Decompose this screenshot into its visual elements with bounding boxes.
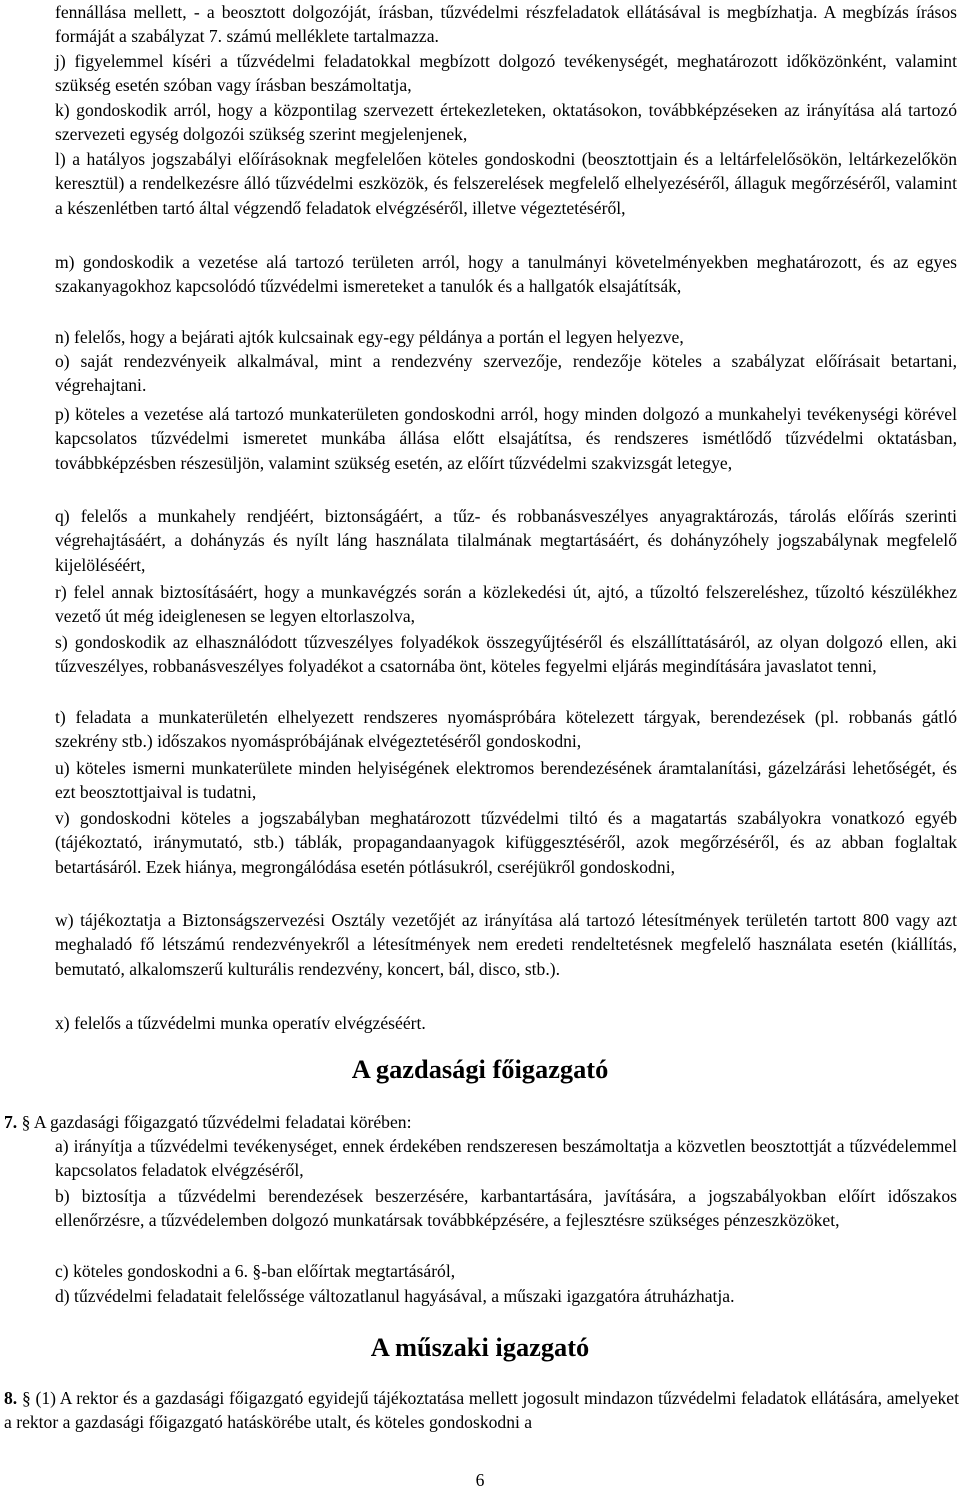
list-item-p: p) köteles a vezetése alá tartozó munkaterületen gondoskodni arról, hogy minden dolgozó a munkahelyi tevékenységi körével kapcsolatos tűzvédelmi ismeretet munkába állása előtt elsajátítsa, és rendszeres ismétlődő tűzvédelmi oktatásban, továbbképzésben részesüljön, valamint szükség esetén, az előírt tűzvédelmi szakvizsgát letegye,: [55, 404, 957, 473]
paragraph-intro: fennállása mellett, - a beosztott dolgozóját, írásban, tűzvédelmi részfeladatok ellátásával is megbízhatja. A megbízás írásos formáját a szabályzat 7. számú melléklete tartalmazza.: [55, 2, 957, 47]
section-symbol: §: [21, 1112, 31, 1132]
section-8-text: [4, 1386, 959, 1435]
section-7-intro-text: A gazdasági főigazgató tűzvédelmi feladatai körében:: [33, 1112, 412, 1132]
list-item-k: k) gondoskodik arról, hogy a központilag szervezett értekezleteken, oktatásokon, továbbképzéseken az irányítása alá tartozó szervezeti egység dolgozói szükség szerint megjelenjenek,: [55, 100, 957, 145]
list-item-s: s) gondoskodik az elhasználódott tűzveszélyes folyadékok összegyűjtéséről és elszállíttatásáról, az olyan dolgozó ellen, aki tűzveszélyes, robbanásveszélyes folyadékot a csatornába önt, köteles fegyelmi eljárás megindítására javaslatot tenni,: [55, 632, 957, 677]
list-item-u: u) köteles ismerni munkaterülete minden helyiségének elektromos berendezésének áramtalanítási, gázelzárási lehetőségét, és ezt beosztottjaival is tudatni,: [55, 758, 957, 803]
section-number: 8.: [4, 1388, 18, 1408]
section-7-item-a: a) irányítja a tűzvédelmi tevékenységet, ennek érdekében rendszeresen beszámoltatja a közvetlen beosztottját a tűzvédelemmel kapcsolatos feladatok elvégzéséről,: [55, 1136, 957, 1181]
section-8-body: (1) A rektor és a gazdasági főigazgató egyidejű tájékoztatása mellett jogosult mindazon tűzvédelmi feladatok ellátására, amelyeket a rektor a gazdasági főigazgató hatáskörébe utalt, és köteles gondoskodni a: [4, 1388, 959, 1433]
list-item-r: r) felel annak biztosításáért, hogy a munkavégzés során a közlekedési út, ajtó, a tűzoltó felszereléshez, tűzoltó készülékhez vezető út még ideiglenesen se legyen eltorlaszolva,: [55, 582, 957, 627]
list-item-t: t) feladata a munkaterületén elhelyezett rendszeres nyomáspróbára kötelezett tárgyak, berendezések (pl. robbanás gátló szekrény stb.) időszakos nyomáspróbájának elvégeztetéséről gondoskodni,: [55, 707, 957, 752]
list-item-x: x) felelős a tűzvédelmi munka operatív elvégzéséért.: [55, 1013, 426, 1033]
list-item-w: w) tájékoztatja a Biztonságszervezési Osztály vezetőjét az irányítása alá tartozó létesítmények területén tartott 800 vagy azt meghaladó fő létszámú rendezvényekről a létesítmények nem eredeti rendeltetésnek megfelelő használata esetén (kiállítás, bemutató, alkalomszerű kulturális rendezvény, koncert, bál, disco, stb.).: [55, 910, 957, 979]
section-number: 7.: [4, 1112, 18, 1132]
section-heading-gazdasagi-foigazgato: A gazdasági főigazgató: [351, 1054, 609, 1084]
list-item-n: n) felelős, hogy a bejárati ajtók kulcsainak egy-egy példánya a portán el legyen helyezve,: [55, 327, 684, 347]
section-heading-muszaki-igazgato: A műszaki igazgató: [370, 1332, 590, 1362]
section-7-item-d: d) tűzvédelmi feladatait felelőssége változatlanul hagyásával, a műszaki igazgatóra átruházhatja.: [55, 1286, 735, 1306]
list-item-v: v) gondoskodni köteles a jogszabályban meghatározott tűzvédelmi tiltó és a magatartás szabályokra vonatkozó egyéb (tájékoztató, iránymutató, stb.) táblák, propagandaanyagok kifüggesztéséről, azok megőrzéséről, és az abban foglaltak betartásáról. Ezek hiánya, megrongálódása esetén pótlásukról, cseréjükről gondoskodni,: [55, 808, 957, 877]
section-7-item-c: c) köteles gondoskodni a 6. §-ban előírtak megtartásáról,: [55, 1261, 456, 1281]
list-item-q: q) felelős a munkahely rendjéért, biztonságáért, a tűz- és robbanásveszélyes anyagraktározás, tárolás előírás szerinti végrehajtásáért, a dohányzás és nyílt láng használata tilalmának megtartásáért, és dohányzóhely jogszabálynak megfelelő kijelöléséért,: [55, 506, 957, 575]
list-item-m: m) gondoskodik a vezetése alá tartozó területen arról, hogy a tanulmányi követelményekben meghatározott, és az egyes szakanyagokhoz kapcsolódó tűzvédelmi ismereteket a tanulók és a hallgatók elsajátítsák,: [55, 252, 957, 297]
section-symbol: §: [21, 1388, 31, 1408]
list-item-l: l) a hatályos jogszabályi előírásoknak megfelelően köteles gondoskodni (beosztottjain és a leltárfelelősökön, leltárkezelőkön keresztül) a rendelkezésre álló tűzvédelmi eszközök, és felszerelések megfelelő elhelyezéséről, állaguk megőrzéséről, valamint a készenlétben tartó által végzendő feladatok elvégzéséről, illetve végeztetéséről,: [55, 149, 957, 218]
list-item-o: o) saját rendezvényeik alkalmával, mint a rendezvény szervezője, rendezője köteles a szabályzat előírásait betartani, végrehajtani.: [55, 351, 957, 396]
section-7-item-b: b) biztosítja a tűzvédelmi berendezések beszerzésére, karbantartására, javítására, a jogszabályokban előírt időszakos ellenőrzésre, a tűzvédelemben dolgozó munkatársak továbbképzésére, a fejlesztésre szükséges pénzeszközöket,: [55, 1186, 957, 1231]
list-item-j: j) figyelemmel kíséri a tűzvédelmi feladatokkal megbízott dolgozó tevékenységét, meghatározott időközönként, valamint szükség esetén szóban vagy írásban beszámoltatja,: [55, 51, 957, 96]
page-number: 6: [475, 1470, 485, 1490]
section-7-intro: [4, 1110, 959, 1134]
